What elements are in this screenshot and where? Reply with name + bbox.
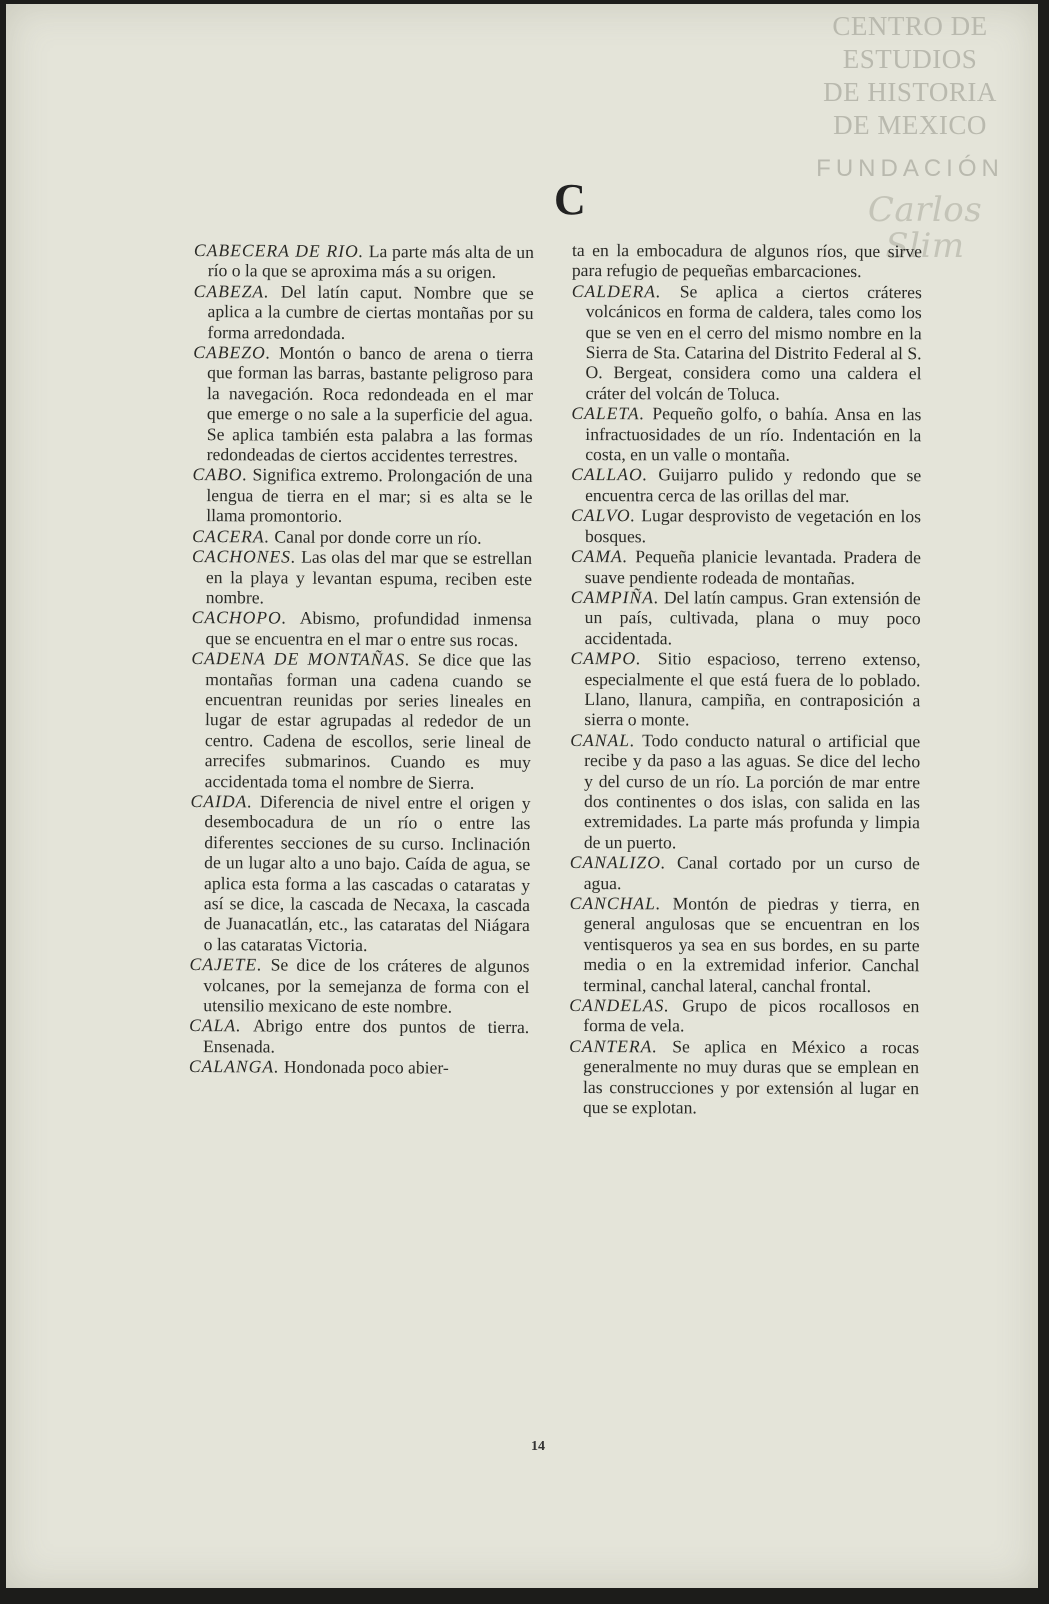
entry-definition: Hondonada poco abier- — [283, 1056, 449, 1078]
entry-term: CAMPIÑA. — [570, 586, 660, 608]
entry-term: CACHOPO. — [191, 607, 288, 628]
entry-definition: Se dice de los cráteres de algunos volcanes, por la semejanza de forma con el utensilio mexicano de este nombre. — [203, 954, 530, 1017]
entry-definition: Significa extremo. Prolongación de una lengua de tierra en el mar; si es alta se le llama promontorio. — [206, 464, 533, 527]
document-page — [6, 4, 1038, 1588]
entry-definition: ta en la embocadura de algunos ríos, que sirve para refugio de pequeñas embarcaciones. — [571, 240, 922, 282]
glossary-entry — [192, 607, 532, 650]
glossary-entry — [192, 464, 532, 527]
entry-definition: Del latín caput. Nombre que se aplica a la cumbre de ciertas montañas por su forma arredondada. — [207, 281, 534, 343]
glossary-entry — [189, 954, 529, 1017]
entry-definition: Grupo de picos rocallosos en forma de vela. — [583, 995, 920, 1036]
entry-definition: Las olas del mar que se estrellan en la playa y levantan espuma, reciben este nombre. — [205, 546, 533, 608]
glossary-entry — [570, 648, 920, 731]
entry-definition: Se aplica en México a rocas generalmente no muy duras que se emplean en las construcciones y por extensión al lugar en que se explotan. — [582, 1036, 920, 1118]
page-number: 14 — [531, 1439, 545, 1454]
entry-definition: Guijarro pulido y redondo que se encuentra cerca de las orillas del mar. — [585, 464, 922, 506]
archive-watermark — [810, 10, 1010, 264]
entry-term: CABO. — [192, 464, 248, 485]
entry-definition: Montón o banco de arena o tierra que forman las barras, bastante peligroso para la navegación. Roca redondeada en el mar que emerge o no sale a la superficie del agua. Se aplica también esta palabra a las formas redondeadas de ciertos accidentes terrestres. — [206, 342, 534, 467]
glossary-entry — [569, 1036, 919, 1119]
glossary-entry — [570, 730, 920, 854]
glossary-entry — [570, 852, 920, 894]
entry-term: CAMA. — [570, 546, 629, 567]
glossary-entry — [571, 587, 921, 649]
entry-definition: Canal por donde corre un río. — [274, 526, 482, 548]
entry-term: CANDELAS. — [569, 995, 670, 1016]
entry-term: CADENA DE MONTAÑAS. — [191, 648, 411, 670]
entry-definition: Pequeño golfo, o bahía. Ansa en las infractuosidades de un río. Indentación en la costa, en un valle o montaña. — [585, 403, 922, 465]
glossary-entry — [190, 791, 531, 956]
entry-definition: Todo conducto natural o artificial que recibe y da paso a las aguas. Se dice del lecho y del curso de un río. La porción de mar entre dos continentes o dos islas, con salida en las extremidades. La parte más profunda y limpia de un puerto. — [583, 729, 921, 853]
entry-term: CACERA. — [192, 525, 271, 547]
entry-definition: Abrigo entre dos puntos de tierra. Ensenada. — [203, 1015, 530, 1057]
entry-term: CALLAO. — [571, 464, 649, 485]
entry-term: CALVO. — [571, 505, 637, 526]
glossary-entry — [571, 281, 921, 405]
glossary-entry — [571, 464, 921, 506]
entry-definition: Lugar desprovisto de vegetación en los bosques. — [584, 505, 922, 546]
glossary-entry — [571, 403, 921, 465]
glossary-entry — [191, 648, 532, 793]
watermark-line: DE HISTORIA — [823, 77, 997, 107]
glossary-entry — [571, 546, 921, 588]
section-letter-heading: C — [554, 175, 586, 224]
entry-definition: Se aplica a ciertos cráteres volcánicos en forma de caldera, tales como los que se ven en el cerro del mismo nombre en la Sierra de Sta. Catarina del Distrito Federal al S. O. Bergeat, considera como una caldera el cráter del volcán de Toluca. — [585, 281, 922, 404]
glossary-entry — [569, 893, 919, 996]
watermark-signature: Carlos Slim — [867, 190, 983, 266]
entry-definition: Se dice que las montañas forman una cadena cuando se encuentran reunidas por series lineales en lugar de estar agrupadas al rededor de un centro. Cadena de escollos, serie lineal de arrecifes submarinos. Cuando es muy accidentada toma el nombre de Sierra. — [204, 649, 532, 793]
right-column — [569, 240, 922, 1119]
entry-term: CAMPO. — [570, 648, 642, 669]
entry-definition: Montón de piedras y tierra, en general angulosas que se encuentran en los ventisqueros ya sea en sus bordes, en su parte media o en la extremidad inferior. Canchal terminal, canchal lateral, canchal frontal. — [583, 893, 920, 996]
entry-term: CALANGA. — [188, 1056, 280, 1077]
glossary-entry — [193, 281, 533, 344]
entry-definition: La parte más alta de un río o la que se aproxima más a su origen. — [207, 241, 534, 283]
entry-term: CANTERA. — [569, 1035, 658, 1057]
watermark-foundation: FUNDACIÓN — [816, 155, 1004, 182]
entry-term: CANALIZO. — [569, 852, 667, 873]
watermark-line: ESTUDIOS — [842, 44, 978, 74]
glossary-entry — [192, 526, 532, 548]
entry-term: CAIDA. — [190, 790, 253, 812]
glossary-entry-continuation — [572, 240, 922, 282]
entry-term: CABEZA. — [193, 280, 270, 302]
glossary-entry — [194, 240, 534, 283]
glossary-entry — [571, 505, 921, 547]
entry-definition: Abismo, profundidad inmensa que se encuentra en el mar o entre sus rocas. — [205, 607, 532, 650]
entry-term: CACHONES. — [192, 546, 297, 567]
entry-definition: Canal cortado por un curso de agua. — [583, 852, 920, 893]
entry-term: CALA. — [189, 1015, 242, 1036]
entry-term: CALETA. — [571, 403, 646, 424]
watermark-line: CENTRO DE — [832, 11, 988, 41]
entry-term: CAJETE. — [189, 954, 263, 975]
entry-term: CABECERA DE RIO. — [193, 240, 365, 262]
glossary-entry — [189, 1015, 529, 1058]
glossary-entry — [193, 342, 534, 467]
glossary-entry — [569, 995, 919, 1037]
entry-definition: Sitio espacioso, terreno extenso, especialmente el que está fuera de lo poblado. Llano, llanura, campiña, en contraposición a sierra o monte. — [584, 648, 921, 730]
entry-term: CABEZO. — [193, 342, 272, 363]
entry-term: CANCHAL. — [569, 892, 662, 914]
entry-term: CALDERA. — [571, 280, 662, 302]
glossary-entry — [192, 546, 532, 609]
entry-definition: Pequeña planicie levantada. Pradera de suave pendiente rodeada de montañas. — [584, 546, 921, 588]
left-column — [189, 240, 534, 1079]
entry-definition: Del latín campus. Gran extensión de un país, cultivada, plana o muy poco accidentada. — [584, 587, 921, 649]
watermark-line: DE MEXICO — [833, 110, 987, 140]
entry-term: CANAL. — [570, 729, 636, 750]
glossary-entry — [189, 1056, 529, 1078]
entry-definition: Diferencia de nivel entre el origen y desembocadura de un río o entre las diferentes secciones de su curso. Inclinación de un lugar alto a uno bajo. Caída de agua, se aplica esta forma a las cascadas o cataratas y así se dice, la cascada de Necaxa, la cascada de Juanacatlán, etc., las cataratas del Niágara o las cataratas Victoria. — [203, 791, 531, 955]
